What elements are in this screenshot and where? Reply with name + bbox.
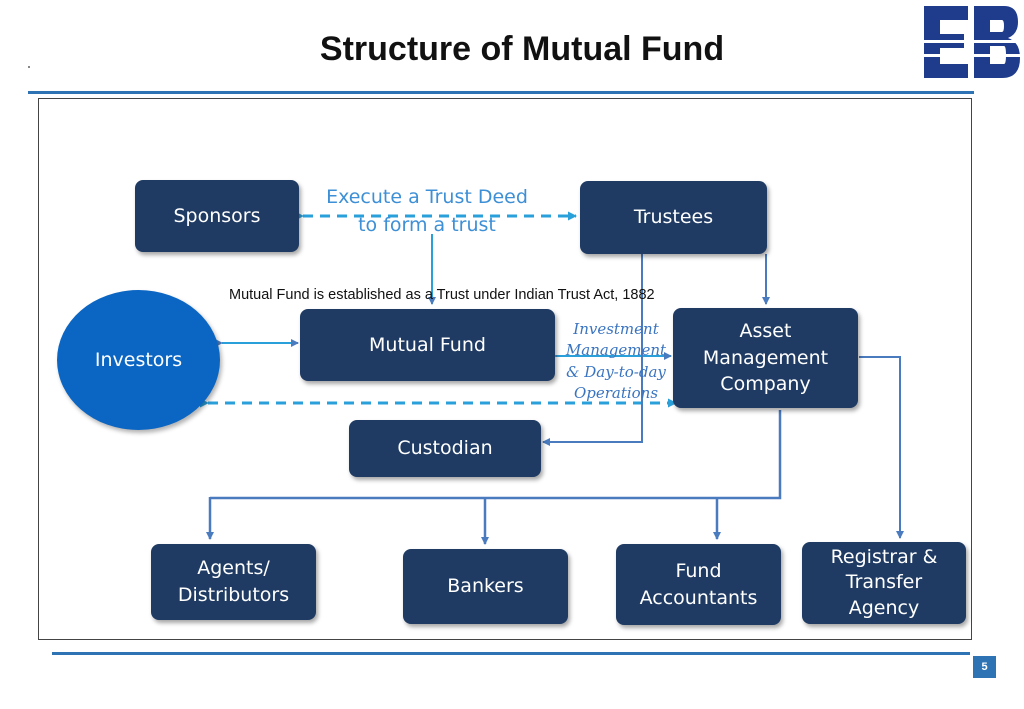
bankers-node: Bankers (403, 549, 568, 624)
sponsors-node: Sponsors (135, 180, 299, 252)
mutual-fund-node: Mutual Fund (300, 309, 555, 381)
investors-node: Investors (57, 290, 220, 430)
amc-node: Asset Management Company (673, 308, 858, 408)
investment-management-label: Investment Management & Day-to-day Operations (565, 320, 667, 402)
slide-title: Structure of Mutual Fund (319, 30, 725, 68)
trust-act-label: Mutual Fund is established as a Trust under Indian Trust Act, 1882 (229, 287, 655, 303)
amc-registrar-arrow (859, 357, 900, 538)
trustees-node: Trustees (580, 181, 767, 254)
agents-node: Agents/ Distributors (151, 544, 316, 620)
fund-accountants-node: Fund Accountants (616, 544, 781, 625)
trust-deed-label: Execute a Trust Deed to form a trust (326, 186, 528, 236)
registrar-node: Registrar & Transfer Agency (802, 542, 966, 624)
custodian-node: Custodian (349, 420, 541, 477)
page-number: 5 (973, 656, 996, 678)
footer-rule (52, 652, 970, 655)
